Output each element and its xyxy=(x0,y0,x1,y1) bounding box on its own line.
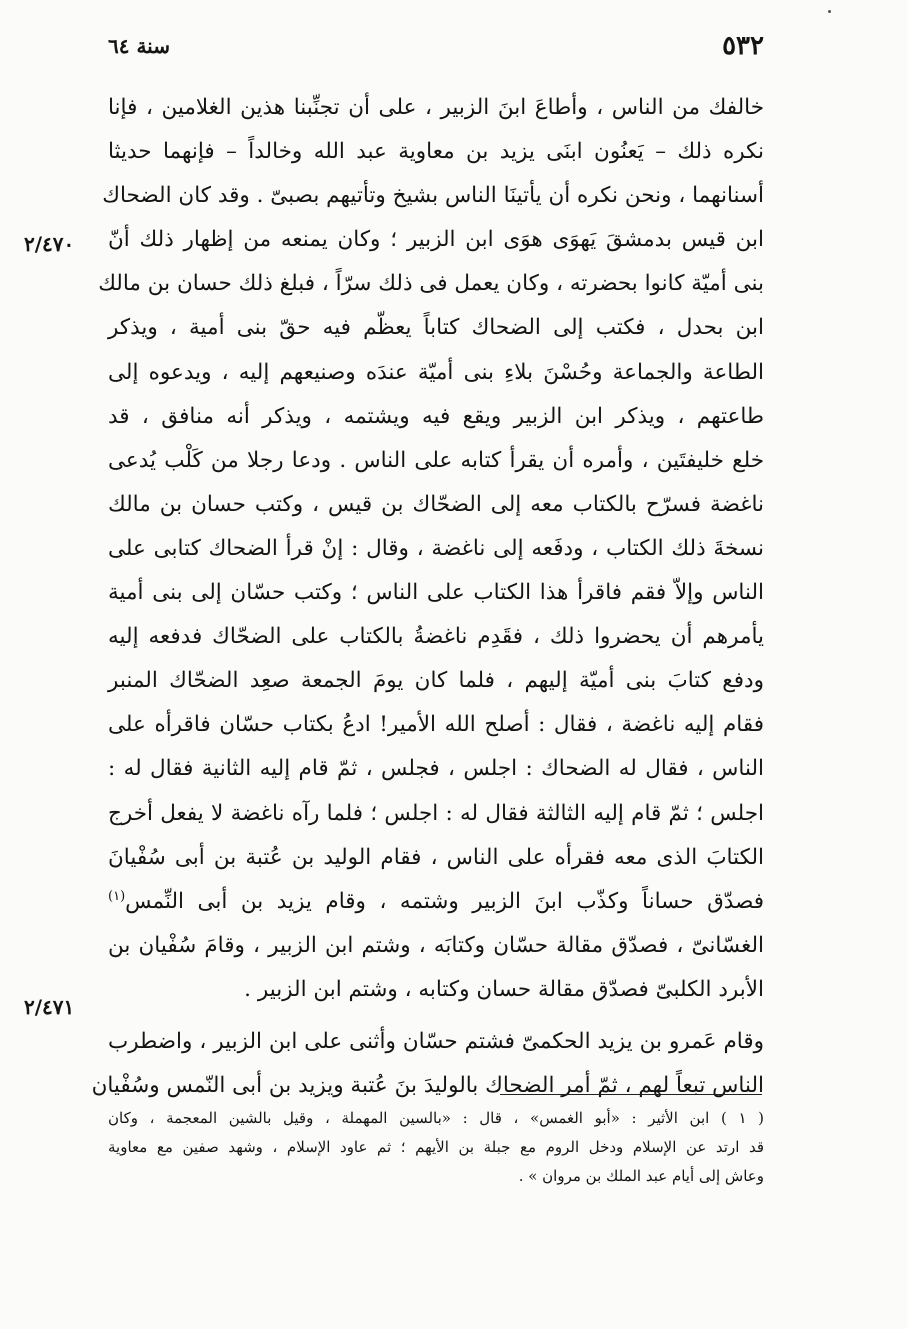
text-line: أسنانهما ، ونحن نكره أن يأتينَا الناس بشيخ وتأتيهم بصبىّ . وقد كان الضحاك xyxy=(102,183,764,209)
paragraph-gap xyxy=(108,1012,764,1020)
page-number: ٥٣٢ xyxy=(722,31,764,61)
footnote-line: وعاش إلى أيام عبد الملك بن مروان » . xyxy=(518,1167,764,1185)
text-line: الأبرد الكلبىّ فصدّق مقالة حسان وكتابه ، وشتم ابن الزبير . xyxy=(244,976,764,1002)
text-line: اجلس ؛ ثمّ قام إليه الثالثة فقال له : اجلس ؛ فلما رآه ناغضة لا يفعل أخرج xyxy=(108,800,764,826)
text-line: ابن قيس بدمشقَ يَهوَى هوَى ابن الزبير ؛ وكان يمنعه من إظهار ذلك أنّ xyxy=(108,227,764,253)
margin-marker: ٢/٤٧٠ xyxy=(24,232,75,256)
text-line-with-footnote xyxy=(108,880,764,924)
text-line: الغسّانىّ ، فصدّق مقالة حسّان وكتابَه ، وشتم ابن الزبير ، وقامَ سُفْيان بن xyxy=(108,932,764,958)
text-line: وقام عَمرو بن يزيد الحكمىّ فشتم حسّان وأثنى على ابن الزبير ، واضطرب xyxy=(108,1028,764,1054)
running-head: سنة ٦٤ xyxy=(108,34,170,58)
footnote-marker: (١) xyxy=(108,888,126,904)
text-line: الناس ، فقال له الضحاك : اجلس ، فجلس ، ثمّ قام إليه الثانية فقال له : xyxy=(108,756,764,782)
main-text xyxy=(91,86,764,1108)
text-line: فقام إليه ناغضة ، فقال : أصلح الله الأمير! ادعُ بكتاب حسّان فاقرأه على xyxy=(108,712,764,738)
text-line: ابن بحدل ، فكتب إلى الضحاك كتاباً يعظّم فيه حقّ بنى أمية ، ويذكر xyxy=(108,315,764,341)
text-line: طاعتهم ، ويذكر ابن الزبير ويقع فيه ويشتمه ، ويذكر أنه منافق ، قد xyxy=(108,403,764,429)
margin-marker: ٢/٤٧١ xyxy=(24,995,75,1019)
text-line: الكتابَ الذى معه فقرأه على الناس ، فقام الوليد بن عُتبة بن أبى سُفْيانَ xyxy=(108,844,764,870)
text-line: ناغضة فسرّح بالكتاب معه إلى الضحّاك بن قيس ، وكتب حسان بن مالك xyxy=(108,491,764,517)
page-speck xyxy=(828,10,831,13)
page-header xyxy=(108,26,764,66)
footnotes xyxy=(108,1104,764,1191)
text-line: ودفع كتابَ بنى أميّة إليهم ، فلما كان يومَ الجمعة صعِد الضحّاك المنبر xyxy=(108,668,764,694)
text-line: بنى أميّة كانوا بحضرته ، وكان يعمل فى ذلك سرّاً ، فبلغ ذلك حسان بن مالك xyxy=(98,271,764,297)
text-line: الناس تبعاً لهم ، ثمّ أمر الضحاك بالوليدَ بنَ عُتبة ويزيد بن أبى النّمس وسُفْيان xyxy=(91,1073,764,1099)
text-line: يأمرهم أن يحضروا ذلك ، فقَدِم ناغضةُ بالكتاب على الضحّاك فدفعه إليه xyxy=(108,624,764,650)
text-line: فصدّق حساناً وكذّب ابنَ الزبير وشتمه ، وقام يزيد بن أبى النِّمس xyxy=(125,888,764,914)
text-line: خالفك من الناس ، وأطاعَ ابنَ الزبير ، على أن تجنِّبنا هذين الغلامين ، فإنا xyxy=(108,95,764,120)
text-line: الطاعة والجماعة وحُسْنَ بلاءِ بنى أميّة عندَه وصنيعهم إليه ، ويدعوه إلى xyxy=(108,359,764,385)
text-line: خلع خليفتَين ، وأمره أن يقرأ كتابه على الناس . ودعا رجلا من كَلْب يُدعى xyxy=(108,447,764,473)
text-line: نسخةَ ذلك الكتاب ، ودفَعه إلى ناغضة ، وقال : إنْ قرأ الضحاك كتابى على xyxy=(108,535,764,561)
footnote-divider xyxy=(500,1094,762,1095)
text-line: الناس وإلاّ فقم فاقرأ هذا الكتاب على الناس ؛ وكتب حسّان إلى بنى أمية xyxy=(108,580,764,606)
footnote-line: ( ١ ) ابن الأثير : «أبو الغمس» ، قال : «بالسين المهملة ، وقيل بالشين المعجمة ، وكان xyxy=(108,1109,764,1127)
footnote-line: قد ارتد عن الإسلام ودخل الروم مع جبلة بن الأيهم ؛ ثم عاود الإسلام ، وشهد صفين مع معاوية xyxy=(108,1138,764,1156)
text-line: نكره ذلك – يَعنُون ابنَى يزيد بن معاوية عبد الله وخالداً – فإنهما حديثا xyxy=(108,139,764,165)
